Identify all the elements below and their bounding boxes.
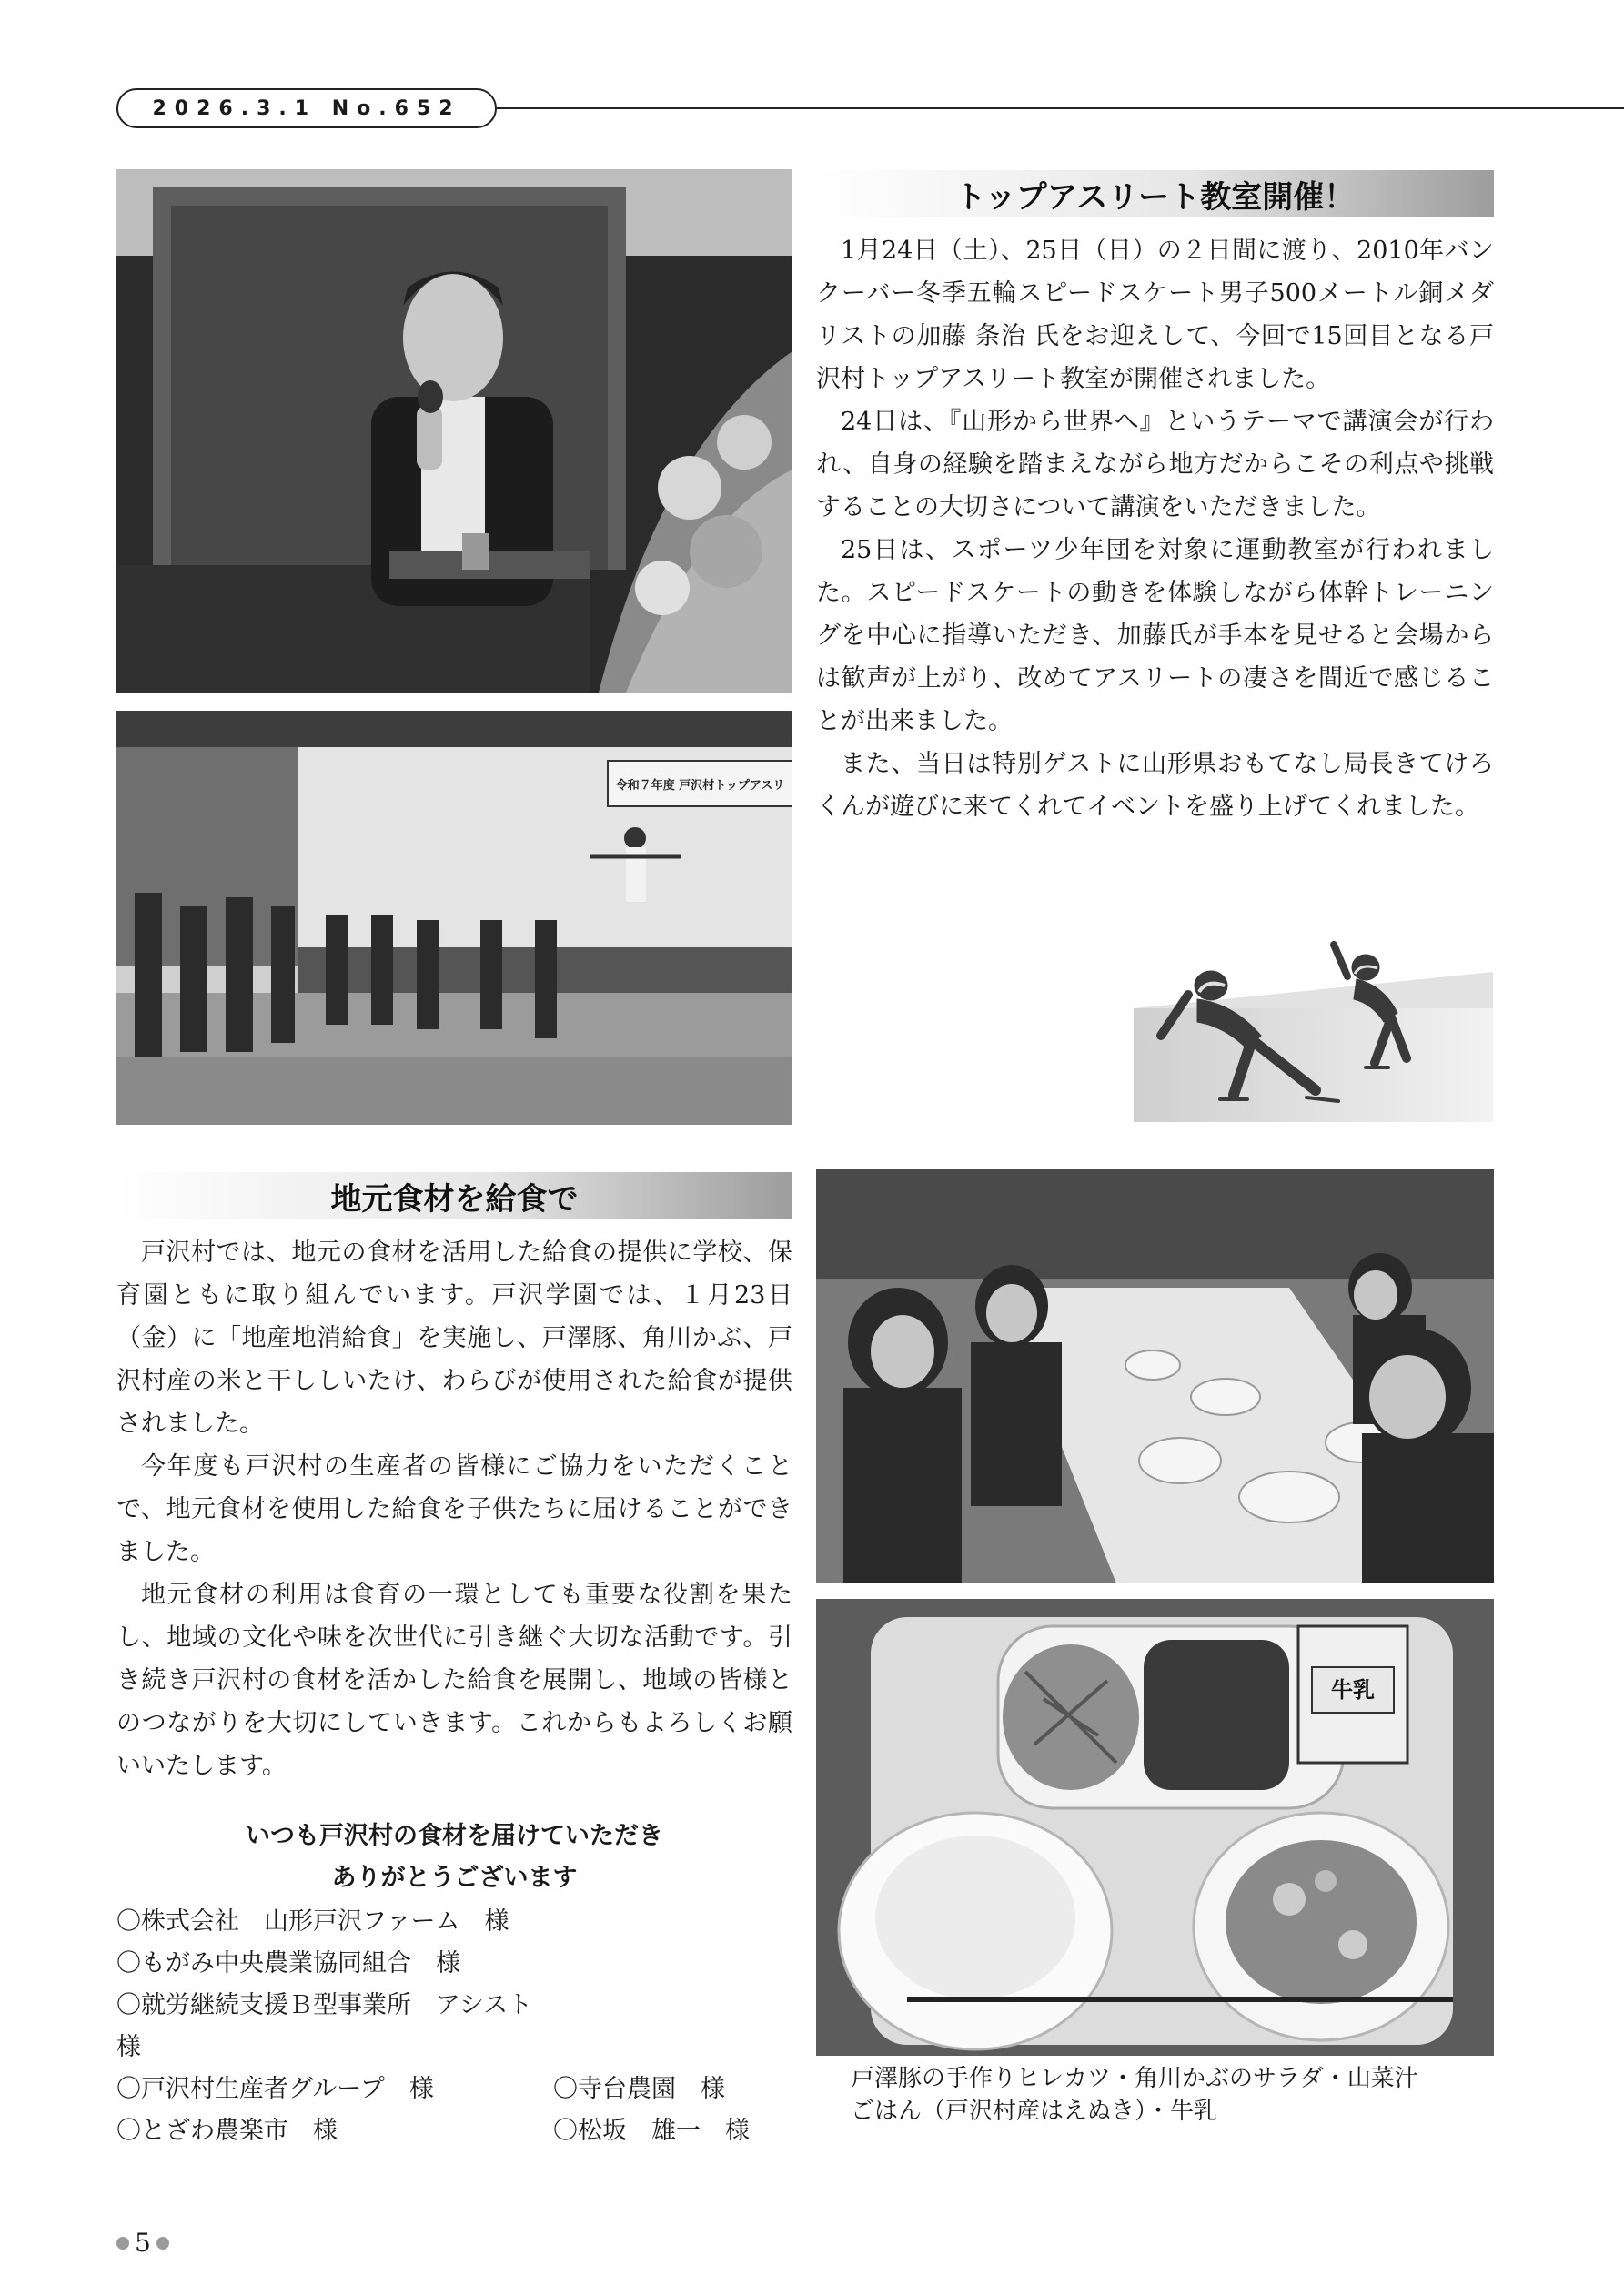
athlete-article	[816, 229, 1494, 828]
photo-exercise-class	[116, 711, 792, 1125]
photo-speaker-lecture	[116, 169, 792, 693]
page-number	[116, 2228, 169, 2258]
athlete-paragraph: 24日は、『山形から世界へ』というテーマで講演会が行われ、自身の経験を踏まえながら地方だからこその利点や挑戦することの大切さについて講演をいただきました。	[816, 408, 1494, 521]
food-paragraph: 地元食材の利用は食育の一環としても重要な役割を果たし、地域の文化や味を次世代に引き継ぐ大切な活動です。引き続き戸沢村の食材を活かした給食を展開し、地域の皆様とのつながりを大切にしていきます。これからもよろしくお願いいたします。	[116, 1581, 792, 1780]
list-item: 〇就労継続支援Ｂ型事業所 アシスト 様	[116, 1991, 558, 2061]
food-article	[116, 1231, 792, 1787]
food-paragraph: 今年度も戸沢村の生産者の皆様にご協力をいただくことで、地元食材を使用した給食を子供たちに届けることができました。	[116, 1452, 792, 1566]
section-title-athlete: トップアスリート教室開催！	[816, 170, 1494, 217]
lunch-photo-caption	[851, 2062, 1506, 2128]
photo-school-lunch	[816, 1169, 1494, 1583]
issue-date-badge: 2026.3.1 No.652	[116, 88, 497, 128]
list-item: 〇もがみ中央農業協同組合 様	[116, 1949, 460, 1977]
dot-icon	[156, 2237, 169, 2250]
caption-line: ごはん（戸沢村産はえぬき）・牛乳	[851, 2098, 1218, 2125]
athlete-paragraph: 25日は、スポーツ少年団を対象に運動教室が行われました。スピードスケートの動きを体験しながら体幹トレーニングを中心に指導いただき、加藤氏が手本を見せると会場からは歓声が上がり、改めてアスリートの凄さを間近で感じることが出来ました。	[816, 536, 1494, 735]
athlete-paragraph: また、当日は特別ゲストに山形県おもてなし局長きてけろくんが遊びに来てくれてイベントを盛り上げてくれました。	[816, 750, 1494, 821]
thanks-heading-line: ありがとうございます	[331, 1864, 578, 1892]
header-rule	[497, 107, 1624, 109]
caption-line: 戸澤豚の手作りヒレカツ・角川かぶのサラダ・山菜汁	[851, 2065, 1418, 2092]
section-title-food: 地元食材を給食で	[116, 1172, 792, 1219]
thanks-heading-line: いつも戸沢村の食材を届けていただき	[246, 1822, 663, 1850]
milk-carton-label: 牛乳	[1331, 1677, 1375, 1703]
food-paragraph: 戸沢村では、地元の食材を活用した給食の提供に学校、保育園ともに取り組んでいます。戸沢学園では、１月23日（金）に「地産地消給食」を実施し、戸澤豚、角川かぶ、戸沢村産の米と干ししいたけ、わらびが使用された給食が提供されました。	[116, 1239, 792, 1438]
athlete-paragraph: 1月24日（土）、25日（日）の２日間に渡り、2010年バンクーバー冬季五輪スピードスケート男子500メートル銅メダリストの加藤 条治 氏をお迎えして、今回で15回目となる戸沢村トップアスリート教室が開催されました。	[816, 237, 1494, 393]
list-item: 〇株式会社 山形戸沢ファーム 様	[116, 1907, 509, 1936]
supplier-list	[116, 1901, 808, 2152]
list-item: 〇戸沢村生産者グループ 様 〇寺台農園 様	[116, 2075, 725, 2103]
photo-lunch-tray	[816, 1599, 1494, 2056]
thanks-heading	[116, 1816, 792, 1899]
event-banner: 令和７年度 戸沢村トップアスリ	[615, 778, 785, 793]
list-item: 〇とざわ農楽市 様 〇松坂 雄一 様	[116, 2117, 750, 2145]
speed-skater-illustration	[1134, 936, 1493, 1122]
dot-icon	[116, 2237, 129, 2250]
page-number-value: 5	[135, 2228, 151, 2258]
